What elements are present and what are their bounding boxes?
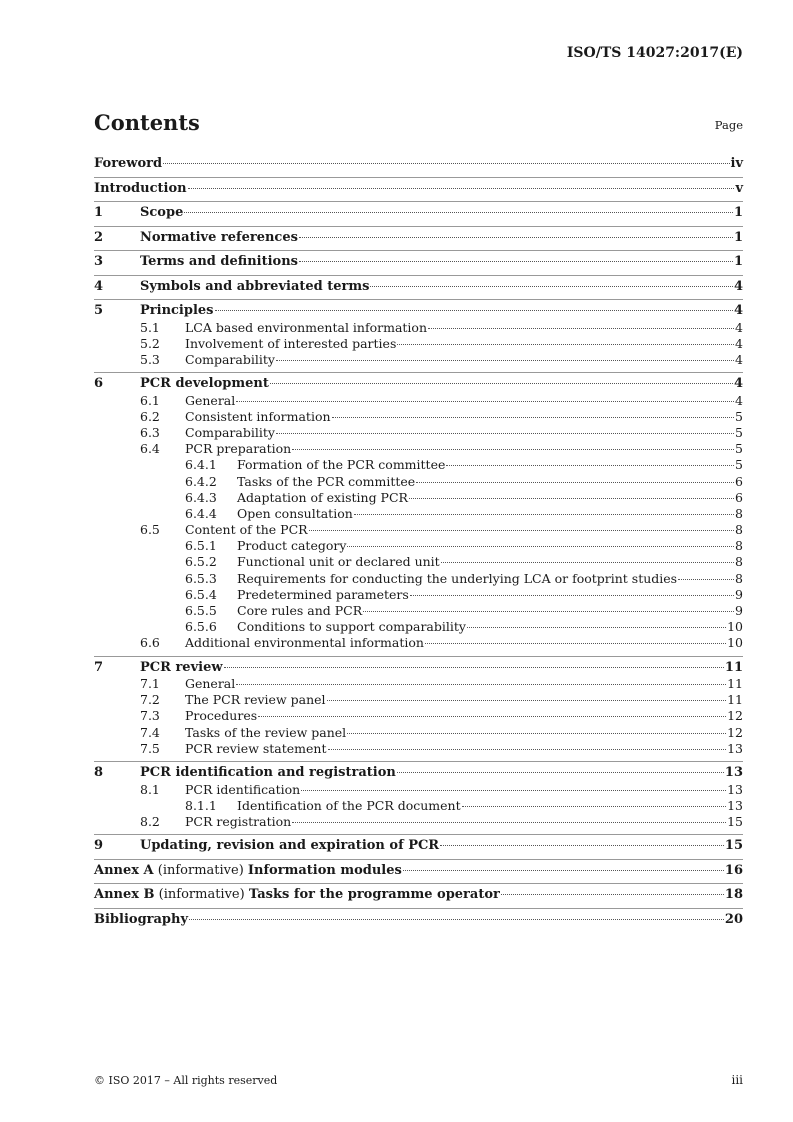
toc-entry-page: 5 xyxy=(735,408,743,424)
toc-entry-number: 6.1 xyxy=(140,392,160,408)
dot-leader xyxy=(363,611,734,612)
dot-leader xyxy=(215,310,733,311)
toc-entry-number: 7.4 xyxy=(140,724,160,740)
page-number: iii xyxy=(731,1073,743,1087)
toc-entry[interactable] xyxy=(94,441,743,457)
dot-leader xyxy=(258,716,726,717)
toc-entry[interactable] xyxy=(94,859,743,880)
toc-entry[interactable] xyxy=(94,676,743,692)
dot-leader xyxy=(299,261,733,262)
toc-entry[interactable] xyxy=(94,490,743,506)
toc-entry-title: Content of the PCR xyxy=(185,522,308,538)
toc-entry-number: 5.1 xyxy=(140,319,160,335)
toc-entry-title: PCR identification xyxy=(185,781,301,797)
toc-entry-number: 2 xyxy=(94,229,104,245)
dot-leader xyxy=(276,433,734,434)
annex-type: (informative) xyxy=(154,887,249,903)
toc-entry[interactable] xyxy=(94,741,743,757)
toc-entry-page: v xyxy=(735,180,743,196)
dot-leader xyxy=(236,684,726,685)
toc-entry-number: 6.5 xyxy=(140,522,160,538)
toc-entry-number: 6.4.3 xyxy=(185,489,217,505)
toc-entry[interactable] xyxy=(94,571,743,587)
toc-entry-number: 6.5.4 xyxy=(185,586,217,602)
dot-leader xyxy=(410,595,734,596)
toc-entry-page: 15 xyxy=(724,838,743,854)
toc-entry-page: 8 xyxy=(735,522,743,538)
toc-entry[interactable] xyxy=(94,226,743,247)
toc-entry-page: 11 xyxy=(727,676,743,692)
toc-entry-title: Scope xyxy=(140,205,184,220)
toc-entry-number: 6 xyxy=(94,376,104,392)
toc-entry[interactable] xyxy=(94,725,743,741)
toc-entry-number: 4 xyxy=(94,278,104,294)
toc-entry[interactable] xyxy=(94,587,743,603)
toc-entry-number: 3 xyxy=(94,254,104,269)
dot-leader xyxy=(347,733,726,734)
toc-entry-number: 5.3 xyxy=(140,351,160,367)
dot-leader xyxy=(440,845,724,846)
toc-entry-number: 8.1 xyxy=(140,781,160,797)
toc-entry[interactable] xyxy=(94,908,743,929)
toc-entry-page: 15 xyxy=(727,813,743,829)
toc-entry-title: Additional environmental information xyxy=(185,635,424,651)
toc-entry-page: 5 xyxy=(735,457,743,473)
dot-leader xyxy=(425,643,726,644)
toc-entry-title: Predetermined parameters xyxy=(237,586,409,602)
toc-entry[interactable] xyxy=(94,708,743,724)
toc-entry-page: 10 xyxy=(727,635,743,651)
toc-entry-page: 8 xyxy=(735,554,743,570)
toc-entry-number: 6.5.3 xyxy=(185,570,217,586)
toc-entry-number: 6.5.6 xyxy=(185,619,217,635)
toc-entry-page: 4 xyxy=(733,278,743,294)
toc-entry-page: 4 xyxy=(733,303,743,318)
dot-leader xyxy=(276,360,734,361)
toc-entry[interactable] xyxy=(94,177,743,198)
toc-entry-number: 6.4.4 xyxy=(185,505,217,521)
toc-entry-number: 6.5.2 xyxy=(185,554,217,570)
toc-entry[interactable] xyxy=(94,603,743,619)
toc-entry[interactable] xyxy=(94,393,743,409)
toc-entry-number: 8 xyxy=(94,765,104,780)
toc-entry-page: 13 xyxy=(727,740,743,756)
dot-leader xyxy=(370,286,732,287)
dot-leader xyxy=(188,188,735,189)
toc-entry-title: LCA based environmental information xyxy=(185,319,427,335)
toc-entry[interactable] xyxy=(94,352,743,368)
toc-entry[interactable] xyxy=(94,250,743,271)
toc-entry[interactable] xyxy=(94,538,743,554)
toc-entry-title: Identification of the PCR document xyxy=(237,797,461,813)
toc-entry-title: Requirements for conducting the underlying LCA or footprint studies xyxy=(237,570,678,586)
toc-entry-number: 6.3 xyxy=(140,424,160,440)
toc-entry-title: Procedures xyxy=(185,708,258,724)
dot-leader xyxy=(403,870,724,871)
dot-leader xyxy=(292,449,734,450)
toc-entry-page: 18 xyxy=(724,887,743,903)
toc-entry-number: 7.3 xyxy=(140,708,160,724)
dot-leader xyxy=(441,562,734,563)
toc-entry-number: 6.4.1 xyxy=(185,457,217,473)
toc-entry[interactable] xyxy=(94,834,743,855)
toc-entry[interactable] xyxy=(94,619,743,635)
page-column-label: Page xyxy=(714,118,743,132)
toc-entry-number: 8.2 xyxy=(140,813,160,829)
toc-entry-title: Core rules and PCR xyxy=(237,603,363,618)
toc-entry-title: Terms and definitions xyxy=(140,254,298,269)
toc-entry-title: PCR preparation xyxy=(185,441,292,457)
toc-entry-page: 11 xyxy=(724,659,743,675)
annex-title: Information modules xyxy=(247,862,402,878)
toc-entry-number: 6.6 xyxy=(140,635,160,651)
toc-entry[interactable] xyxy=(94,299,743,320)
toc-entry-title xyxy=(94,887,500,904)
toc-entry-title: The PCR review panel xyxy=(185,692,326,708)
toc-entry-title: Formation of the PCR committee xyxy=(237,457,446,473)
toc-entry[interactable] xyxy=(94,275,743,296)
dot-leader xyxy=(446,465,734,466)
toc-entry-page: 5 xyxy=(735,424,743,440)
dot-leader xyxy=(224,667,724,668)
dot-leader xyxy=(163,163,729,164)
toc-entry-page: 4 xyxy=(733,376,743,392)
toc-entry-title: Comparability xyxy=(185,351,275,367)
dot-leader xyxy=(416,482,734,483)
toc-entry[interactable] xyxy=(94,782,743,798)
toc-entry[interactable] xyxy=(94,320,743,336)
toc-entry-page: 8 xyxy=(735,570,743,586)
toc-entry-page: 9 xyxy=(735,603,743,618)
annex-label: Annex A xyxy=(94,862,154,878)
dot-leader xyxy=(678,579,734,580)
toc-entry-title: Updating, revision and expiration of PCR xyxy=(140,838,440,854)
toc-entry-page: 4 xyxy=(735,351,743,367)
toc-entry-page: 1 xyxy=(733,254,743,269)
toc-entry-page: 12 xyxy=(727,708,743,724)
toc-entry-title: Foreword xyxy=(94,156,163,171)
contents-title: Contents xyxy=(94,110,200,135)
toc-entry-number: 1 xyxy=(94,205,104,220)
toc-entry-title: Adaptation of existing PCR xyxy=(237,489,408,505)
toc-entry-title: Functional unit or declared unit xyxy=(237,554,440,570)
toc-entry-number: 6.5.1 xyxy=(185,538,217,554)
toc-entry-number: 7.2 xyxy=(140,692,160,708)
toc-entry-page: 16 xyxy=(724,862,743,878)
toc-entry-page: 13 xyxy=(727,797,743,813)
dot-leader xyxy=(409,498,734,499)
dot-leader xyxy=(467,627,726,628)
toc-entry-title: Tasks of the PCR committee xyxy=(237,473,416,489)
toc-entry-title: General xyxy=(185,392,236,408)
toc-entry[interactable] xyxy=(94,336,743,352)
toc-entry-title: Normative references xyxy=(140,229,298,245)
toc-entry-page: 20 xyxy=(724,911,743,927)
dot-leader xyxy=(270,383,733,384)
dot-leader xyxy=(301,790,726,791)
annex-title: Tasks for the programme operator xyxy=(248,887,500,903)
toc-entry-title: Conditions to support comparability xyxy=(237,619,466,635)
toc-entry-title: PCR review xyxy=(140,659,223,675)
toc-entry-page: 6 xyxy=(735,473,743,489)
copyright-notice: © ISO 2017 – All rights reserved xyxy=(94,1074,278,1087)
toc-entry-title: Principles xyxy=(140,303,214,318)
toc-entry-number: 7.1 xyxy=(140,676,160,692)
toc-entry-number: 8.1.1 xyxy=(185,797,217,813)
toc-entry-title: PCR identification and registration xyxy=(140,765,396,780)
dot-leader xyxy=(397,344,734,345)
toc-entry[interactable] xyxy=(94,506,743,522)
dot-leader xyxy=(236,401,734,402)
dot-leader xyxy=(327,700,727,701)
toc-entry[interactable] xyxy=(94,409,743,425)
annex-label: Annex B xyxy=(94,887,155,903)
toc-entry[interactable] xyxy=(94,522,743,538)
toc-entry[interactable] xyxy=(94,692,743,708)
toc-entry-title xyxy=(94,863,402,880)
dot-leader xyxy=(501,894,724,895)
toc-entry[interactable] xyxy=(94,156,743,173)
toc-entry[interactable] xyxy=(94,883,743,904)
dot-leader xyxy=(309,530,734,531)
toc-entry-page: 5 xyxy=(735,441,743,457)
toc-entry[interactable] xyxy=(94,656,743,677)
toc-entry-page: 1 xyxy=(733,205,743,220)
toc-entry-number: 6.2 xyxy=(140,408,160,424)
toc-entry-title: Involvement of interested parties xyxy=(185,335,397,351)
document-id: ISO/TS 14027:2017(E) xyxy=(566,45,743,61)
toc-entry-title: PCR review statement xyxy=(185,740,327,756)
toc-entry-page: 4 xyxy=(735,319,743,335)
dot-leader xyxy=(299,237,733,238)
dot-leader xyxy=(328,749,727,750)
toc-entry[interactable] xyxy=(94,372,743,393)
toc-entry-number: 9 xyxy=(94,838,104,854)
dot-leader xyxy=(292,822,726,823)
dot-leader xyxy=(347,546,734,547)
toc-entry[interactable] xyxy=(94,457,743,473)
toc-entry-title: Open consultation xyxy=(237,505,353,521)
toc-entry[interactable] xyxy=(94,554,743,570)
toc-entry[interactable] xyxy=(94,201,743,222)
toc-entry-page: 1 xyxy=(733,229,743,245)
toc-entry[interactable] xyxy=(94,798,743,814)
toc-entry-number: 7.5 xyxy=(140,740,160,756)
toc-entry-title: Product category xyxy=(237,538,347,554)
toc-entry-page: 6 xyxy=(735,489,743,505)
toc-entry-page: 11 xyxy=(727,692,743,708)
toc-entry-title: PCR registration xyxy=(185,813,292,829)
dot-leader xyxy=(397,772,724,773)
toc-entry[interactable] xyxy=(94,425,743,441)
toc-entry-title: Bibliography xyxy=(94,911,189,927)
toc-entry-page: 4 xyxy=(735,392,743,408)
toc-entry-number: 6.4 xyxy=(140,441,160,457)
toc-entry-page: 9 xyxy=(735,586,743,602)
toc-entry[interactable] xyxy=(94,814,743,830)
toc-entry[interactable] xyxy=(94,474,743,490)
annex-type: (informative) xyxy=(153,862,248,878)
dot-leader xyxy=(428,328,734,329)
toc-entry-number: 5 xyxy=(94,303,104,318)
toc-entry-number: 6.4.2 xyxy=(185,473,217,489)
toc-entry-title: Symbols and abbreviated terms xyxy=(140,278,370,294)
toc-entry-page: 4 xyxy=(735,335,743,351)
toc-entry-title: Tasks of the review panel xyxy=(185,724,347,740)
toc-entry-title: Comparability xyxy=(185,424,275,440)
toc-entry-page: 13 xyxy=(727,781,743,797)
toc-entry-title: PCR development xyxy=(140,376,269,392)
toc-entry[interactable] xyxy=(94,635,743,651)
dot-leader xyxy=(462,806,726,807)
toc-entry-number: 6.5.5 xyxy=(185,603,217,618)
dot-leader xyxy=(332,417,735,418)
dot-leader xyxy=(189,919,724,920)
toc-entry-number: 7 xyxy=(94,659,104,675)
toc-entry-page: 12 xyxy=(727,724,743,740)
toc-entry-title: Introduction xyxy=(94,180,187,196)
toc-entry-page: 8 xyxy=(735,538,743,554)
dot-leader xyxy=(184,212,733,213)
toc-entry-page: iv xyxy=(730,156,743,171)
toc-entry-page: 13 xyxy=(724,765,743,780)
toc-entry-page: 10 xyxy=(727,619,743,635)
toc-entry-title: Consistent information xyxy=(185,408,331,424)
toc-entry-page: 8 xyxy=(735,505,743,521)
table-of-contents xyxy=(94,156,743,928)
dot-leader xyxy=(354,514,734,515)
toc-entry-title: General xyxy=(185,676,236,692)
toc-entry-number: 5.2 xyxy=(140,335,160,351)
toc-entry[interactable] xyxy=(94,761,743,782)
